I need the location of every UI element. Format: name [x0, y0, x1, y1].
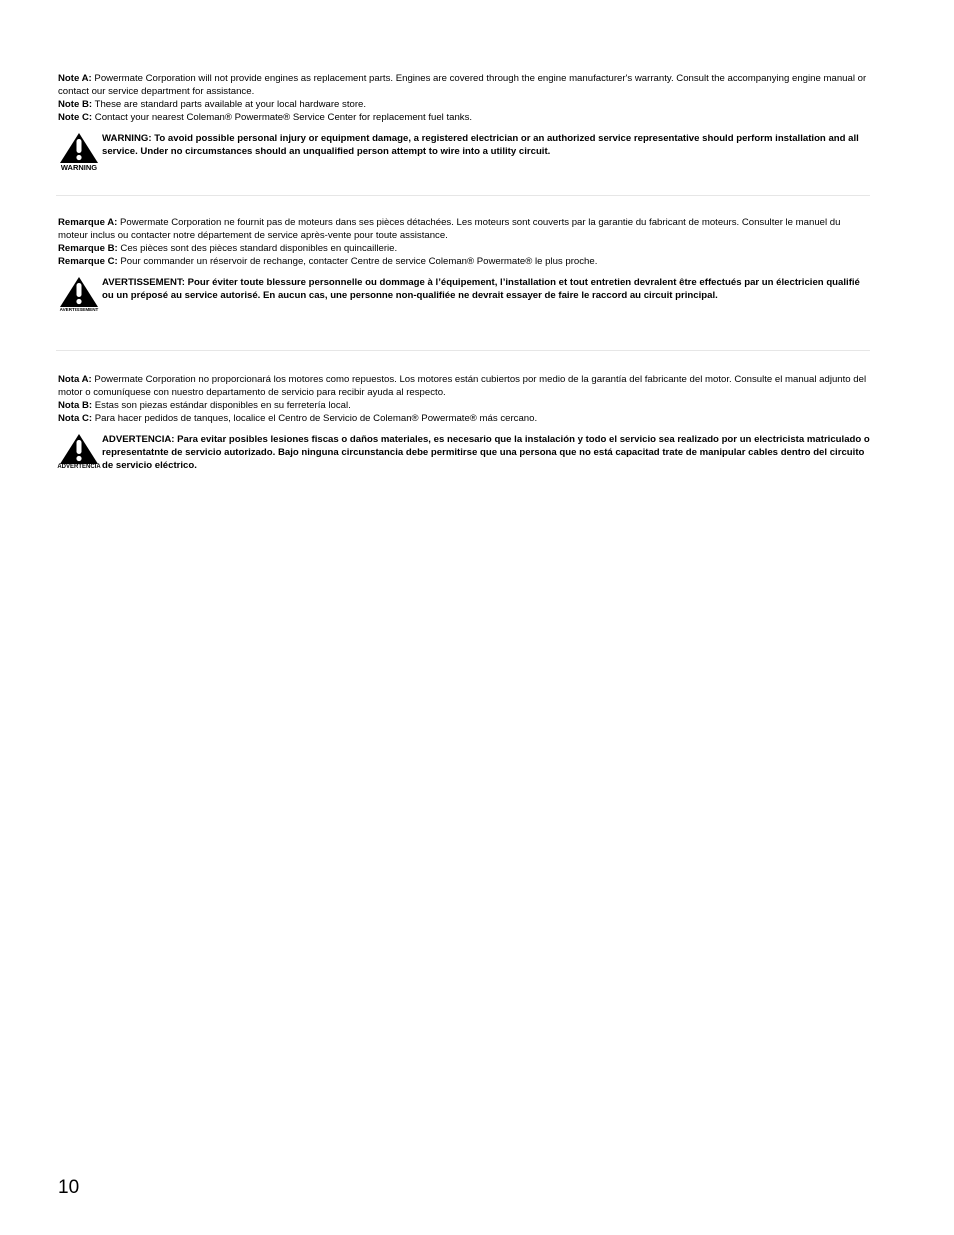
note-a-label: Nota A: — [58, 374, 92, 385]
french-section — [58, 216, 870, 316]
section-divider — [56, 350, 870, 351]
warning-block — [58, 132, 870, 172]
english-section — [58, 72, 870, 172]
note-c-label: Nota C: — [58, 413, 93, 424]
note-a — [58, 72, 870, 98]
warning-text: ADVERTENCIA: Para evitar posibles lesiones fiscas o daños materiales, es necesario que la instalación y todo el servicio sea realizado por un electricista matriculado o representatnte de servicio autorizado. Bajo ninguna circunstancia debe permitirse que una persona que no está capacitad trate de manipular cables dentro del circuito de servicio eléctrico. — [102, 434, 870, 471]
note-c — [58, 111, 870, 124]
section-divider — [56, 195, 870, 196]
note-a-label: Remarque A: — [58, 217, 118, 228]
note-b-text: These are standard parts available at your local hardware store. — [92, 99, 367, 110]
note-b-label: Nota B: — [58, 400, 93, 411]
note-a-text: Powermate Corporation will not provide engines as replacement parts. Engines are covered through the engine manufacturer's warranty. Consult the accompanying engine manual or contact our service department for assistance. — [58, 73, 867, 97]
note-b-text: Ces pièces sont des pièces standard disponibles en quincaillerie. — [117, 243, 398, 254]
note-c-label: Note C: — [58, 112, 93, 123]
warning-triangle-icon — [56, 132, 102, 172]
page-number: 10 — [58, 1177, 80, 1198]
spanish-section — [58, 373, 870, 473]
note-a-label: Note A: — [58, 73, 92, 84]
note-a — [58, 216, 870, 242]
warning-triangle-icon — [56, 433, 102, 470]
note-b — [58, 98, 870, 111]
note-c-label: Remarque C: — [58, 256, 118, 267]
warning-text: WARNING: To avoid possible personal injury or equipment damage, a registered electrician or an authorized service representative should perform installation and all service. Under no circumstances should an unqualified person attempt to wire into a utility circuit. — [102, 133, 859, 157]
note-c — [58, 412, 870, 425]
note-b — [58, 399, 870, 412]
note-b — [58, 242, 870, 255]
warning-caption: ADVERTENCIA — [57, 464, 101, 470]
warning-caption: AVERTISSEMENT — [59, 307, 99, 312]
note-c-text: Contact your nearest Coleman® Powermate® Service Center for replacement fuel tanks. — [92, 112, 473, 123]
warning-triangle-icon — [56, 276, 102, 312]
note-a — [58, 373, 870, 399]
warning-block — [58, 433, 870, 473]
note-b-text: Estas son piezas estándar disponibles en su ferretería local. — [92, 400, 351, 411]
note-c — [58, 255, 870, 268]
note-c-text: Para hacer pedidos de tanques, localice el Centro de Servicio de Coleman® Powermate® más cercano. — [92, 413, 538, 424]
note-a-text: Powermate Corporation ne fournit pas de moteurs dans ses pièces détachées. Les moteurs sont couverts par la garantie du fabricant de moteurs. Consulter le manuel du moteur inclus ou contacter notre département de service après-vente pour toute assistance. — [58, 217, 841, 241]
note-a-text: Powermate Corporation no proporcionará los motores como repuestos. Los motores están cubiertos por medio de la garantía del fabricante del motor. Consulte el manual adjunto del motor o comuníquese con nuestro departamento de servicio para recibir ayuda al respecto. — [58, 374, 867, 398]
warning-text: AVERTISSEMENT: Pour éviter toute blessure personnelle ou dommage à l’équipement, l’installation et tout entretien devralent être effectués par un électricien qualifié ou un préposé au service autorisé. En aucun cas, une personne non-qualifiée ne devrait essayer de faire le raccord au circuit principal. — [102, 277, 860, 301]
note-c-text: Pour commander un réservoir de rechange, contacter Centre de service Coleman® Powermate® le plus proche. — [117, 256, 598, 267]
note-b-label: Remarque B: — [58, 243, 118, 254]
warning-block — [58, 276, 870, 316]
note-b-label: Note B: — [58, 99, 93, 110]
warning-caption: WARNING — [60, 163, 98, 172]
